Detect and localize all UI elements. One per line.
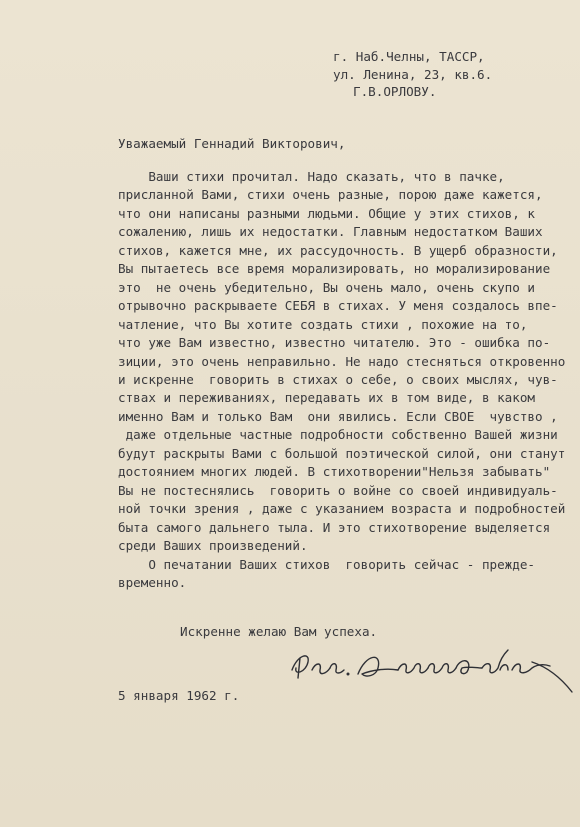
- body-line: Ваши стихи прочитал. Надо сказать, что в пачке,: [118, 169, 505, 184]
- body-line: что уже Вам известно, известно читателю. Это - ошибка по-: [118, 335, 551, 351]
- closing-line: Искренне желаю Вам успеха.: [180, 624, 378, 639]
- body-line: быта самого дальнего тыла. И это стихотворение выделяется: [118, 519, 551, 535]
- body-line: сожалению, лишь их недостатки. Главным недостатком Ваших: [118, 224, 543, 240]
- body-line: Вы не постеснялись говорить о войне со своей индивидуаль-: [118, 482, 558, 498]
- address-line-city: г. Наб.Челны, ТАССР,: [333, 49, 485, 64]
- body-line: именно Вам и только Вам они явились. Если СВОЕ чувство ,: [118, 408, 558, 424]
- recipient-name: Г.В.ОРЛОВУ.: [353, 84, 437, 99]
- body-line: ствах и переживаниях, передавать их в том виде, в каком: [118, 390, 536, 406]
- body-line: зиции, это очень неправильно. Не надо стесняться откровенно: [118, 353, 566, 369]
- body-line: О печатании Ваших стихов говорить сейчас - прежде-: [118, 556, 536, 572]
- body-line: присланной Вами, стихи очень разные, порою даже кажется,: [118, 187, 543, 203]
- body-line: достоянием многих людей. В стихотворении"Нельзя забывать": [118, 464, 551, 480]
- address-line-street: ул. Ленина, 23, кв.6.: [333, 66, 493, 82]
- body-line: временно.: [118, 574, 187, 590]
- signature-scribble-icon: [286, 640, 578, 700]
- sender-address: [333, 48, 492, 101]
- body-line: ной точки зрения , даже с указанием возраста и подробностей: [118, 501, 566, 517]
- handwritten-signature: [286, 640, 578, 700]
- salutation: Уважаемый Геннадий Викторович,: [118, 136, 346, 151]
- body-line: стихов, кажется мне, их рассудочность. В ущерб образности,: [118, 242, 558, 258]
- body-line: чатление, что Вы хотите создать стихи , похожие на то,: [118, 316, 528, 332]
- body-line: Вы пытаетесь все время морализировать, но морализирование: [118, 261, 551, 277]
- body-line: что они написаны разными людьми. Общие у этих стихов, к: [118, 205, 536, 221]
- letter-body: [118, 168, 578, 592]
- body-line: это не очень убедительно, Вы очень мало, очень скупо и: [118, 279, 536, 295]
- body-line: и искренне говорить в стихах о себе, о своих мыслях, чув-: [118, 371, 558, 387]
- body-line: отрывочно раскрываете СЕБЯ в стихах. У меня создалось впе-: [118, 298, 558, 314]
- body-line: будут раскрыты Вами с большой поэтической силой, они станут: [118, 445, 566, 461]
- body-line: среди Ваших произведений.: [118, 538, 308, 554]
- body-line: даже отдельные частные подробности собственно Вашей жизни: [118, 427, 558, 443]
- letter-date: 5 января 1962 г.: [118, 688, 240, 703]
